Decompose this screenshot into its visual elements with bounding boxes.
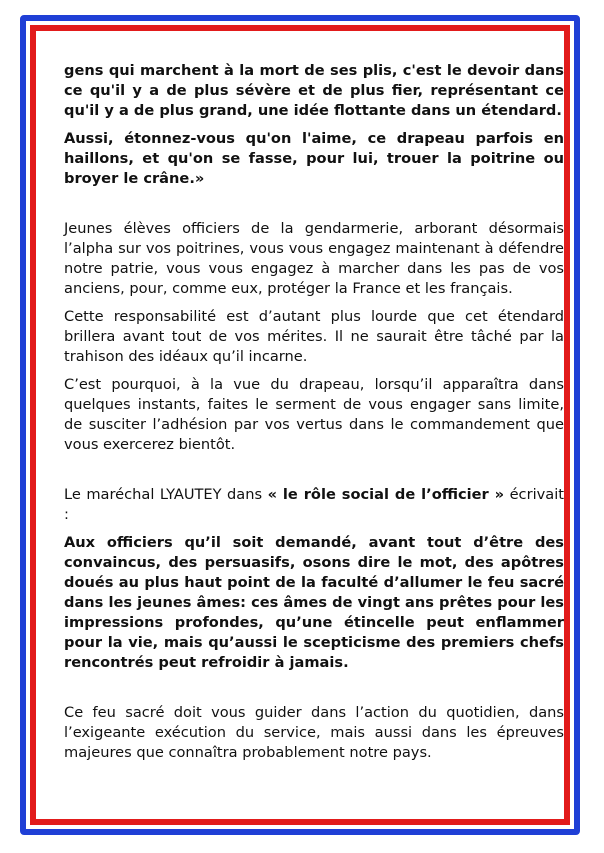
paragraph-gap: [64, 463, 564, 485]
paragraph-gap: [64, 681, 564, 703]
speech-text-body: [64, 61, 564, 771]
paragraph-gap: [64, 197, 564, 219]
lyautey-intro-end: écrivait :: [64, 486, 564, 523]
paragraph-responsibility: Cette responsabilité est d’autant plus lourde que cet étendard brillera avant tout de vos mérites. Il ne saurait être tâché par la trahison des idéaux qu’il incarne.: [64, 308, 564, 365]
paragraph-oath: C’est pourquoi, à la vue du drapeau, lorsqu’il apparaîtra dans quelques instants, faites le serment de vous engager sans limite, de susciter l’adhésion par vos vertus dans le commandement que vous exercerez bientôt.: [64, 376, 564, 453]
blue-border-frame: [20, 15, 580, 835]
red-border-frame: [30, 25, 570, 825]
paragraph-quote-end-1: gens qui marchent à la mort de ses plis, c'est le devoir dans ce qu'il y a de plus sévère et de plus fier, représentant ce qu'il y a de plus grand, une idée flottante dans un étendard.: [64, 62, 564, 119]
lyautey-intro-start: Le maréchal LYAUTEY dans: [64, 486, 268, 503]
paragraph-lyautey-quote: Aux officiers qu’il soit demandé, avant tout d’être des convaincus, des persuasifs, osons dire le mot, des apôtres doués au plus haut point de la faculté d’allumer le feu sacré dans les jeunes âmes: ces âmes de vingt ans prêtes pour les impressions profondes, qu’une étincelle peut enflammer pour la vie, mais qu’aussi le scepticisme des premiers chefs rencontrés peut refroidir à jamais.: [64, 534, 564, 671]
paragraph-quote-end-2: Aussi, étonnez-vous qu'on l'aime, ce drapeau parfois en haillons, et qu'on se fasse, pour lui, trouer la poitrine ou broyer le crâne.»: [64, 130, 564, 187]
lyautey-book-title: « le rôle social de l’officier »: [267, 486, 505, 503]
paragraph-sacred-fire: Ce feu sacré doit vous guider dans l’action du quotidien, dans l’exigeante exécution du service, mais aussi dans les épreuves majeures que connaîtra probablement notre pays.: [64, 704, 564, 761]
paragraph-lyautey-intro: [64, 485, 564, 525]
paragraph-students: Jeunes élèves officiers de la gendarmerie, arborant désormais l’alpha sur vos poitrines, vous vous engagez maintenant à défendre notre patrie, vous vous engagez à marcher dans les pas de vos anciens, pour, comme eux, protéger la France et les français.: [64, 220, 564, 297]
